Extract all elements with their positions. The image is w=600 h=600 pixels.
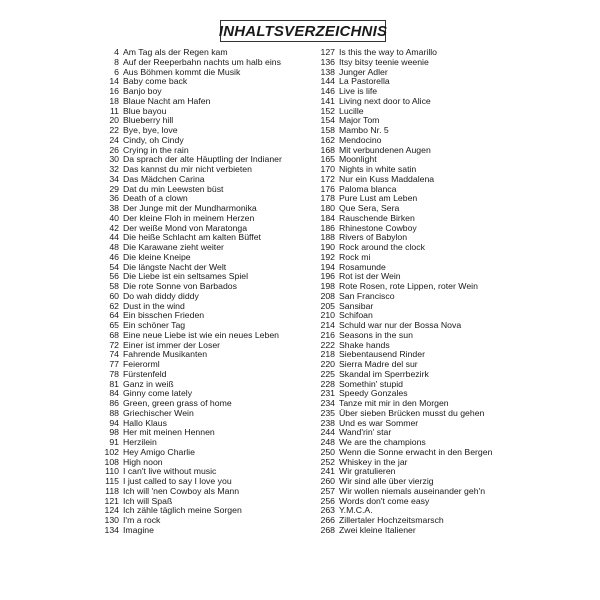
entry-page-number: 170	[320, 164, 335, 174]
entry-page-number: 4	[114, 47, 119, 57]
entry-page-number: 88	[109, 407, 119, 418]
entry-page-number: 48	[109, 242, 119, 252]
entry-title: Ein schöner Tag	[123, 320, 186, 330]
entry-page-number: 68	[109, 329, 119, 340]
entry-title: Feierorml	[123, 359, 160, 369]
entry-page-number: 136	[320, 56, 335, 67]
entry-page-number: 208	[320, 290, 335, 301]
entry-page-number: 248	[320, 437, 335, 447]
entry-title: Die Liebe ist ein seltsames Spiel	[123, 271, 249, 282]
entry-title: Die rote Sonne von Barbados	[123, 281, 237, 291]
entry-page-number: 91	[109, 437, 119, 447]
entry-title: Skandal im Sperrbezirk	[339, 368, 429, 379]
entry-title: Rhinestone Cowboy	[339, 222, 417, 233]
entry-title: Rock around the clock	[339, 242, 425, 252]
entry-page-number: 190	[320, 242, 335, 252]
entry-title: I can't live without music	[123, 466, 217, 477]
entry-title: Hallo Klaus	[123, 417, 167, 428]
entry-title: Itsy bitsy teenie weenie	[339, 56, 429, 67]
entry-page-number: 14	[109, 76, 119, 87]
entry-page-number: 222	[320, 339, 335, 350]
entry-title: Der Junge mit der Mundharmonika	[123, 203, 257, 213]
entry-title: Das kannst du mir nicht verbieten	[123, 164, 252, 174]
entry-title: Einer ist immer der Loser	[123, 339, 221, 350]
entry-title: Paloma blanca	[339, 183, 397, 194]
entry-title: Blaue Nacht am Hafen	[123, 95, 211, 106]
entry-title: I'm a rock	[123, 515, 161, 525]
entry-title: Tanze mit mir in den Morgen	[339, 398, 449, 408]
entry-page-number: 29	[109, 183, 119, 194]
entry-page-number: 266	[320, 515, 335, 525]
entry-title: Imagine	[123, 524, 154, 535]
entry-title: Rivers of Babylon	[339, 232, 408, 243]
entry-title: We are the champions	[339, 437, 426, 447]
entry-page-number: 210	[320, 310, 335, 321]
entry-page-number: 110	[105, 466, 119, 477]
entry-title: Rauschende Birken	[339, 212, 415, 223]
entry-page-number: 231	[320, 388, 335, 399]
entry-title: Wir wollen niemals auseinander geh'n	[339, 485, 486, 496]
entry-title: Zillertaler Hochzeitsmarsch	[339, 515, 444, 525]
entry-page-number: 188	[320, 232, 335, 243]
entry-page-number: 108	[104, 456, 119, 467]
entry-page-number: 268	[320, 524, 335, 535]
entry-title: Sansibar	[339, 300, 374, 311]
entry-page-number: 118	[105, 485, 119, 496]
entry-title: Banjo boy	[123, 86, 162, 96]
entry-page-number: 86	[109, 398, 119, 408]
entry-page-number: 252	[320, 456, 335, 467]
entry-title: High noon	[123, 456, 163, 467]
entry-title: Auf der Reeperbahn nachts um halb eins	[123, 56, 281, 67]
entry-page-number: 64	[109, 310, 119, 321]
entry-title: Cindy, oh Cindy	[123, 134, 184, 145]
entry-page-number: 196	[320, 271, 335, 282]
entry-page-number: 11	[109, 105, 119, 116]
title-box	[220, 20, 386, 42]
entry-title: Die längste Nacht der Welt	[123, 261, 227, 272]
entry-title: Ganz in weiß	[123, 378, 174, 389]
entry-page-number: 178	[320, 193, 335, 204]
entry-title: Live is life	[339, 86, 378, 96]
entry-title: Ein bisschen Frieden	[123, 310, 205, 321]
entry-title: Whiskey in the jar	[339, 456, 408, 467]
entry-page-number: 214	[320, 320, 335, 330]
entry-page-number: 146	[320, 86, 335, 96]
entry-page-number: 77	[109, 359, 119, 369]
entry-page-number: 256	[320, 495, 335, 506]
entry-page-number: 192	[320, 251, 335, 262]
entry-page-number: 16	[109, 86, 119, 96]
entry-page-number: 186	[320, 222, 335, 233]
entry-title: Die kleine Kneipe	[123, 251, 191, 262]
entry-title: Ich will 'nen Cowboy als Mann	[123, 485, 240, 496]
entry-title: La Pastorella	[339, 76, 390, 87]
entry-page-number: 18	[109, 95, 119, 106]
left-column	[100, 48, 305, 536]
entry-title: Da sprach der alte Häuptling der Indianer	[123, 154, 282, 165]
entry-title: Ich will Spaß	[123, 495, 173, 506]
entry-title: Am Tag als der Regen kam	[123, 47, 228, 57]
entry-page-number: 84	[109, 388, 119, 399]
entry-page-number: 40	[109, 212, 119, 223]
entry-title: Fürstenfeld	[123, 368, 167, 379]
entry-title: Rosamunde	[339, 261, 386, 272]
entry-page-number: 124	[104, 505, 119, 516]
entry-page-number: 234	[320, 398, 335, 408]
entry-title: Baby come back	[123, 76, 188, 87]
entry-page-number: 130	[104, 515, 119, 525]
entry-page-number: 205	[320, 300, 335, 311]
entry-title: Die Karawane zieht weiter	[123, 242, 224, 252]
entry-page-number: 138	[320, 66, 335, 77]
entry-title: Schifoan	[339, 310, 373, 321]
entry-page-number: 260	[320, 476, 335, 486]
entry-page-number: 228	[320, 378, 335, 389]
entry-title: Griechischer Wein	[123, 407, 194, 418]
entry-title: Junger Adler	[339, 66, 388, 77]
entry-page-number: 34	[109, 173, 119, 184]
entry-title: Death of a clown	[123, 193, 188, 204]
entry-title: Der weiße Mond von Maratonga	[123, 222, 248, 233]
entry-page-number: 46	[109, 251, 119, 262]
entry-title: Hey Amigo Charlie	[123, 446, 195, 457]
entry-page-number: 216	[320, 329, 335, 340]
entry-page-number: 198	[320, 281, 335, 291]
entry-page-number: 42	[109, 222, 119, 233]
entry-page-number: 244	[320, 427, 335, 438]
entry-page-number: 44	[109, 232, 119, 243]
entry-title: Dust in the wind	[123, 300, 185, 311]
entry-title: Moonlight	[339, 154, 377, 165]
entry-page-number: 56	[109, 271, 119, 282]
entry-title: Wenn die Sonne erwacht in den Bergen	[339, 446, 493, 457]
entry-page-number: 144	[320, 76, 335, 87]
entry-title: Mit verbundenen Augen	[339, 144, 431, 155]
entry-page-number: 58	[109, 281, 119, 291]
entry-title: Y.M.C.A.	[339, 505, 373, 516]
entry-title: Ginny come lately	[123, 388, 193, 399]
entry-title: Rock mi	[339, 251, 371, 262]
entry-page-number: 32	[109, 164, 119, 174]
entry-title: Blue bayou	[123, 105, 167, 116]
entry-title: Nights in white satin	[339, 164, 417, 174]
entry-page-number: 115	[105, 476, 119, 486]
index-entry	[316, 526, 526, 536]
entry-title: Und es war Sommer	[339, 417, 419, 428]
entry-title: Major Tom	[339, 115, 380, 126]
entry-title: Living next door to Alice	[339, 95, 431, 106]
entry-title: Über sieben Brücken musst du gehen	[339, 407, 485, 418]
entry-title: Siebentausend Rinder	[339, 349, 425, 360]
entry-page-number: 94	[109, 417, 119, 428]
entry-page-number: 172	[320, 173, 335, 184]
entry-title: Rote Rosen, rote Lippen, roter Wein	[339, 281, 478, 291]
index-entry	[100, 526, 305, 536]
entry-page-number: 141	[320, 95, 335, 106]
entry-page-number: 36	[109, 193, 119, 204]
entry-title: Dat du min Leewsten büst	[123, 183, 224, 194]
entry-page-number: 81	[109, 378, 119, 389]
entry-title: Que Sera, Sera	[339, 203, 400, 213]
entry-page-number: 218	[320, 349, 335, 360]
entry-title: Bye, bye, love	[123, 125, 178, 135]
entry-page-number: 20	[109, 115, 119, 126]
entry-page-number: 127	[320, 47, 335, 57]
entry-page-number: 225	[320, 368, 335, 379]
entry-title: Lucille	[339, 105, 364, 116]
entry-title: Ich zähle täglich meine Sorgen	[123, 505, 242, 516]
entry-title: Mendocino	[339, 134, 382, 145]
entry-title: Mambo Nr. 5	[339, 125, 389, 135]
entry-title: Rot ist der Wein	[339, 271, 401, 282]
entry-page-number: 152	[320, 105, 335, 116]
entry-page-number: 194	[320, 261, 335, 272]
entry-title: San Francisco	[339, 290, 395, 301]
entry-page-number: 78	[109, 368, 119, 379]
entry-page-number: 74	[109, 349, 119, 360]
entry-page-number: 180	[320, 203, 335, 213]
entry-title: Nur ein Kuss Maddalena	[339, 173, 435, 184]
entry-title: Do wah diddy diddy	[123, 290, 199, 301]
entry-title: Eine neue Liebe ist wie ein neues Leben	[123, 329, 280, 340]
right-column	[316, 48, 526, 536]
entry-page-number: 220	[320, 359, 335, 369]
entry-title: Blueberry hill	[123, 115, 174, 126]
entry-title: Zwei kleine Italiener	[339, 524, 416, 535]
entry-title: Wir sind alle über vierzig	[339, 476, 434, 486]
entry-title: Shake hands	[339, 339, 390, 350]
entry-page-number: 250	[320, 446, 335, 457]
entry-title: Wand'rin' star	[339, 427, 392, 438]
entry-title: Der kleine Floh in meinem Herzen	[123, 212, 255, 223]
entry-title: Her mit meinen Hennen	[123, 427, 215, 438]
entry-title: Aus Böhmen kommt die Musik	[123, 66, 241, 77]
entry-page-number: 8	[114, 56, 119, 67]
entry-page-number: 154	[320, 115, 335, 126]
entry-page-number: 6	[114, 66, 119, 77]
entry-title: Green, green grass of home	[123, 398, 232, 408]
entry-page-number: 24	[109, 134, 119, 145]
entry-page-number: 26	[109, 144, 119, 155]
entry-page-number: 38	[109, 203, 119, 213]
entry-page-number: 165	[320, 154, 335, 165]
entry-page-number: 98	[109, 427, 119, 438]
entry-page-number: 238	[320, 417, 335, 428]
page-title: INHALTSVERZEICHNIS	[218, 22, 388, 40]
entry-title: Words don't come easy	[339, 495, 430, 506]
entry-title: I just called to say I love you	[123, 476, 232, 486]
entry-page-number: 54	[109, 261, 119, 272]
entry-title: Speedy Gonzales	[339, 388, 408, 399]
entry-page-number: 134	[104, 524, 119, 535]
entry-title: Schuld war nur der Bossa Nova	[339, 320, 462, 330]
entry-page-number: 241	[320, 466, 335, 477]
entry-page-number: 158	[320, 125, 335, 135]
entry-page-number: 22	[109, 125, 119, 135]
entry-page-number: 162	[320, 134, 335, 145]
entry-title: Das Mädchen Carina	[123, 173, 205, 184]
entry-page-number: 235	[320, 407, 335, 418]
entry-page-number: 72	[109, 339, 119, 350]
entry-page-number: 60	[109, 290, 119, 301]
entry-title: Sierra Madre del sur	[339, 359, 418, 369]
entry-title: Die heiße Schlacht am kalten Büffet	[123, 232, 261, 243]
entry-page-number: 121	[104, 495, 119, 506]
entry-page-number: 102	[104, 446, 119, 457]
entry-title: Is this the way to Amarillo	[339, 47, 438, 57]
entry-title: Somethin' stupid	[339, 378, 403, 389]
entry-page-number: 176	[320, 183, 335, 194]
entry-title: Seasons in the sun	[339, 329, 413, 340]
entry-page-number: 62	[109, 300, 119, 311]
entry-page-number: 184	[320, 212, 335, 223]
entry-page-number: 65	[109, 320, 119, 330]
entry-title: Herzilein	[123, 437, 157, 447]
entry-title: Fahrende Musikanten	[123, 349, 208, 360]
entry-title: Pure Lust am Leben	[339, 193, 418, 204]
entry-title: Wir gratulieren	[339, 466, 396, 477]
entry-page-number: 263	[320, 505, 335, 516]
entry-title: Crying in the rain	[123, 144, 189, 155]
entry-page-number: 168	[320, 144, 335, 155]
entry-page-number: 257	[320, 485, 335, 496]
entry-page-number: 30	[109, 154, 119, 165]
